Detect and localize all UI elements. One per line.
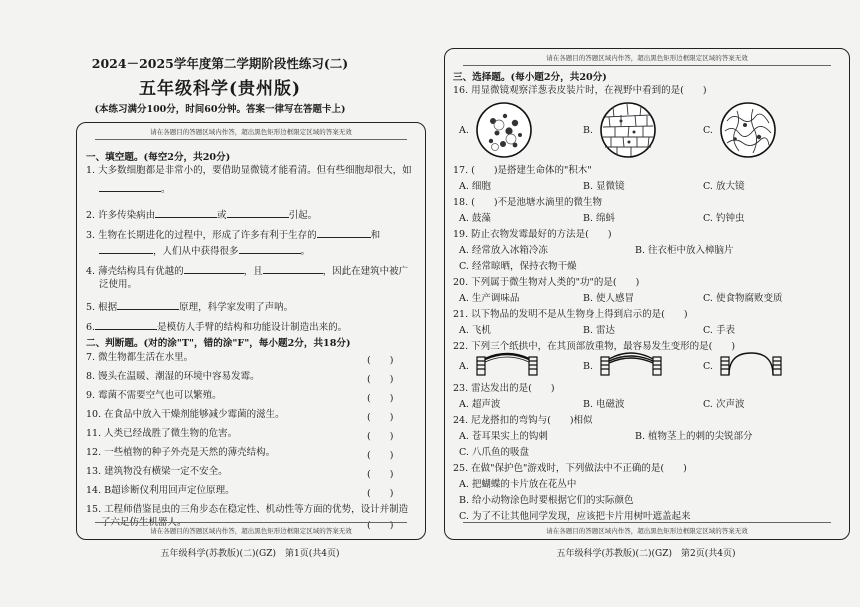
paper-arch-a-image [475, 351, 539, 377]
choice-question-21: 21. 以下物品的发明不是从生物身上得到启示的是( ) [453, 309, 688, 320]
option-18-a: A. 鼓藻 [459, 213, 491, 224]
answer-frame-1 [76, 122, 426, 540]
blank [99, 243, 153, 254]
answer-paren-10: ( ) [367, 412, 394, 423]
cell-view-c-image [719, 101, 777, 159]
question-4-line2: 泛使用。 [99, 279, 138, 290]
option-16-b-cells [599, 101, 657, 163]
page-footer: 五年级科学(苏教版)(二)(GZ) 第1页(共4页) [160, 549, 340, 559]
question-3-line1: 3. 生物在长期进化的过程中，形成了许多有利于生存的 和 [86, 227, 380, 242]
choice-question-17: 17. ( )是搭建生命体的"积木" [453, 165, 592, 176]
choice-question-25: 25. 在做"保护色"游戏时，下列做法中不正确的是( ) [453, 463, 687, 474]
judge-question-10: 10. 在食品中放入干燥剂能够减少霉菌的滋生。 [86, 409, 285, 420]
frame-notice-bottom: 请在各题目的答题区域内作答，超出黑色矩形边框限定区域的答案无效 [95, 522, 407, 535]
option-20-c: C. 使食物腐败变质 [703, 293, 783, 304]
option-17-b: B. 显微镜 [583, 181, 625, 192]
judge-question-11: 11. 人类已经战胜了微生物的危害。 [86, 428, 238, 439]
option-23-c: C. 次声波 [703, 399, 745, 410]
option-23-b: B. 电磁波 [583, 399, 625, 410]
answer-paren-14: ( ) [367, 488, 394, 499]
cell-view-b-image [599, 101, 657, 159]
question-2: 2. 许多传染病由 或 引起。 [86, 207, 317, 222]
blank [263, 263, 323, 274]
option-24-b: B. 植物茎上的刺的尖锐部分 [635, 431, 753, 442]
paper-arch-b-image [599, 351, 663, 377]
option-21-b: B. 雷达 [583, 325, 616, 336]
answer-paren-7: ( ) [367, 355, 394, 366]
judge-question-15-line2: 了六足仿生机器人。 [101, 517, 187, 528]
option-20-a: A. 生产调味品 [459, 293, 520, 304]
question-1-line2: 。 [99, 181, 171, 196]
option-23-a: A. 超声波 [459, 399, 501, 410]
judge-question-13: 13. 建筑物没有横梁一定不安全。 [86, 466, 228, 477]
subject-title: 五年级科学(贵州版) [138, 79, 302, 99]
frame-notice-top: 请在各题目的答题区域内作答，超出黑色矩形边框限定区域的答案无效 [95, 127, 407, 140]
cell-view-a-image [475, 101, 533, 159]
page-2 [430, 0, 860, 607]
judge-question-14: 14. B超诊断仪利用回声定位原理。 [86, 485, 235, 496]
answer-paren-9: ( ) [367, 393, 394, 404]
option-17-c: C. 放大镜 [703, 181, 745, 192]
blank [95, 319, 157, 330]
answer-paren-15: ( ) [367, 520, 394, 531]
exam-title: 2024－2025学年度第二学期阶段性练习(二) [91, 56, 349, 71]
question-3-line2: ，人们从中获得很多 。 [99, 243, 310, 258]
answer-paren-13: ( ) [367, 469, 394, 480]
judge-question-8: 8. 馒头在温暖、潮湿的环境中容易发霉。 [86, 371, 260, 382]
choice-question-18: 18. ( )不是池塘水滴里的微生物 [453, 197, 603, 208]
option-19-a: A. 经常放入冰箱冷冻 [459, 245, 548, 256]
option-16-c-label: C. [703, 125, 713, 136]
section-2-title: 二、判断题。(对的涂"T"，错的涂"F"，每小题2分，共18分) [86, 338, 351, 349]
section-3-title: 三、选择题。(每小题2分，共20分) [453, 72, 607, 83]
option-16-b-label: B. [583, 125, 594, 136]
option-16-a-label: A. [459, 125, 469, 136]
judge-question-9: 9. 霉菌不需要空气也可以繁殖。 [86, 390, 222, 401]
blank [117, 299, 179, 310]
section-1-title: 一、填空题。(每空2分，共20分) [86, 152, 231, 163]
option-18-c: C. 钓钟虫 [703, 213, 745, 224]
question-1-line1: 1. 大多数细胞都是非常小的，要借助显微镜才能看清。但有些细胞却很大，如 [86, 165, 412, 176]
option-25-a: A. 把蝴蝶的卡片放在花丛中 [459, 479, 577, 490]
option-24-c: C. 八爪鱼的吸盘 [459, 447, 529, 458]
option-21-c: C. 手表 [703, 325, 735, 336]
page-footer: 五年级科学(苏教版)(二)(GZ) 第2页(共4页) [556, 549, 736, 559]
blank [317, 227, 371, 238]
blank [227, 207, 289, 218]
answer-frame-2 [444, 48, 850, 540]
question-4-line1: 4. 薄壳结构具有优越的 ，且 ，因此在建筑中被广 [86, 263, 408, 278]
option-25-b: B. 给小动物涂色时要根据它们的实际颜色 [459, 495, 634, 506]
option-17-a: A. 细胞 [459, 181, 491, 192]
question-5: 5. 根据 原理，科学家发明了声呐。 [86, 299, 293, 314]
option-24-a: A. 苍耳果实上的钩刺 [459, 431, 548, 442]
option-18-b: B. 绵蚪 [583, 213, 616, 224]
option-22-a-label: A. [459, 361, 469, 372]
judge-question-7: 7. 微生物都生活在水里。 [86, 352, 194, 363]
judge-question-12: 12. 一些植物的种子外壳是天然的薄壳结构。 [86, 447, 276, 458]
frame-notice-bottom: 请在各题目的答题区域内作答，超出黑色矩形边框限定区域的答案无效 [463, 522, 831, 535]
blank [155, 207, 217, 218]
answer-paren-8: ( ) [367, 374, 394, 385]
choice-question-24: 24. 尼龙搭扣的弯钩与( )相似 [453, 415, 593, 426]
answer-paren-11: ( ) [367, 431, 394, 442]
option-16-c-cells [719, 101, 777, 163]
paper-arch-c-image [719, 351, 783, 377]
choice-question-20: 20. 下列属于微生物对人类的"功"的是( ) [453, 277, 640, 288]
option-19-b: B. 往衣柜中放入樟脑片 [635, 245, 734, 256]
question-6: 6. 是模仿人手臂的结构和功能设计制造出来的。 [86, 319, 347, 334]
option-19-c: C. 经常晾晒，保持衣物干燥 [459, 261, 577, 272]
option-25-c: C. 为了不让其他同学发现，应该把卡片用树叶遮盖起来 [459, 511, 691, 522]
blank [239, 243, 301, 254]
choice-question-19: 19. 防止衣物发霉最好的方法是( ) [453, 229, 612, 240]
option-22-b-label: B. [583, 361, 594, 372]
choice-question-23: 23. 雷达发出的是( ) [453, 383, 555, 394]
blank [99, 181, 161, 192]
frame-notice-top: 请在各题目的答题区域内作答，超出黑色矩形边框限定区域的答案无效 [463, 53, 831, 66]
choice-question-22: 22. 下列三个纸拱中，在其顶部放重物，最容易发生变形的是( ) [453, 341, 736, 352]
blank [184, 263, 244, 274]
answer-paren-12: ( ) [367, 450, 394, 461]
option-21-a: A. 飞机 [459, 325, 491, 336]
option-16-a-cells [475, 101, 533, 163]
option-20-b: B. 使人感冒 [583, 293, 635, 304]
choice-question-16: 16. 用显微镜观察洋葱表皮装片时，在视野中看到的是( ) [453, 85, 707, 96]
judge-question-15: 15. 工程师借鉴昆虫的三角步态在稳定性、机动性等方面的优势，设计并制造 [86, 504, 409, 515]
option-22-c-label: C. [703, 361, 713, 372]
exam-note: (本练习满分100分，时间60分钟。答案一律写在答题卡上) [94, 104, 346, 115]
